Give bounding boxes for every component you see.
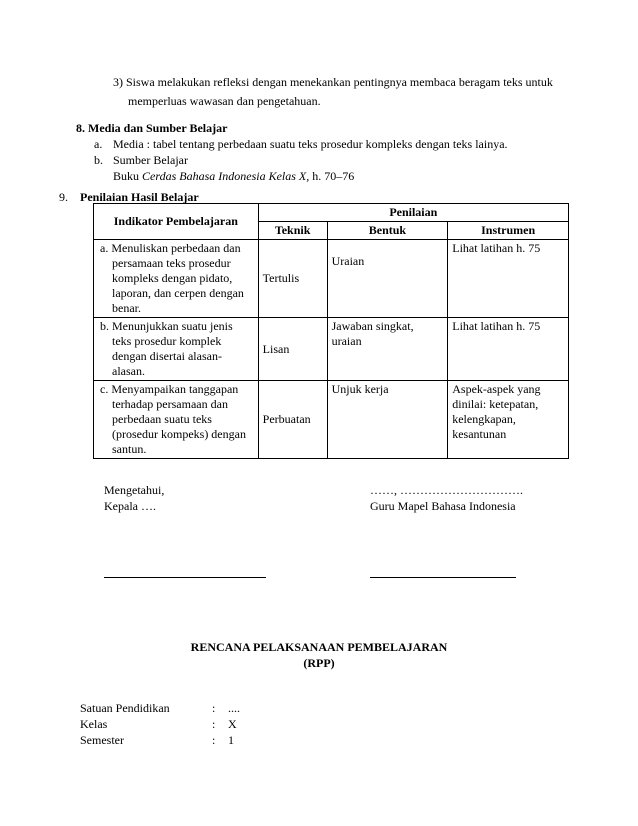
row-instrumen: Aspek-aspek yang dinilai: ketepatan, kelengkapan, kesantunan — [448, 381, 569, 459]
table-row — [94, 318, 569, 381]
field-separator: : — [212, 733, 216, 747]
rpp-title: RENCANA PELAKSANAAN PEMBELAJARAN — [190, 640, 448, 654]
row-teknik: Lisan — [258, 318, 327, 381]
row-indikator: a. Menuliskan perbedaan dan persamaan teks prosedur kompleks dengan pidato, laporan, dan cerpen dengan benar. — [94, 240, 259, 318]
table-header-row — [94, 204, 569, 222]
row-bentuk: Uraian — [327, 240, 448, 318]
row-bentuk: Unjuk kerja — [327, 381, 448, 459]
signature-line-right — [370, 577, 516, 578]
table-row — [94, 240, 569, 318]
row-teknik: Tertulis — [258, 240, 327, 318]
section9-heading: Penilaian Hasil Belajar — [80, 190, 199, 204]
row-instrumen: Lihat latihan h. 75 — [448, 318, 569, 381]
section8-b-text: Sumber Belajar — [113, 153, 188, 167]
header-bentuk: Bentuk — [327, 222, 448, 240]
book-pages: h. 70–76 — [309, 169, 355, 183]
section8-b-label: b. — [94, 153, 103, 167]
header-penilaian: Penilaian — [258, 204, 568, 222]
header-instrumen: Instrumen — [448, 222, 569, 240]
row-indikator: b. Menunjukkan suatu jenis teks prosedur komplek dengan disertai alasan-alasan. — [94, 318, 259, 381]
signature-right-line2: Guru Mapel Bahasa Indonesia — [370, 499, 516, 513]
field-label: Satuan Pendidikan — [80, 701, 170, 715]
book-reference — [113, 169, 354, 184]
row-instrumen: Lihat latihan h. 75 — [448, 240, 569, 318]
signature-line-left — [104, 577, 266, 578]
section8-a-label: a. — [94, 137, 103, 151]
signature-left-line1: Mengetahui, — [104, 483, 165, 497]
field-separator: : — [212, 701, 216, 715]
book-title: Cerdas Bahasa Indonesia Kelas X, — [142, 169, 310, 183]
field-value: .... — [228, 701, 240, 715]
step3-line1: 3) Siswa melakukan refleksi dengan menekankan pentingnya membaca beragam teks untuk — [113, 75, 553, 89]
field-label: Kelas — [80, 717, 108, 731]
row-indikator: c. Menyampaikan tanggapan terhadap persamaan dan perbedaan suatu teks (prosedur kompeks) dengan santun. — [94, 381, 259, 459]
step3-line2: memperluas wawasan dan pengetahuan. — [128, 94, 321, 108]
section9-number: 9. — [59, 190, 68, 204]
header-indikator: Indikator Pembelajaran — [94, 204, 259, 240]
row-bentuk: Jawaban singkat, uraian — [327, 318, 448, 381]
field-value: 1 — [228, 733, 234, 747]
rpp-subtitle: (RPP) — [303, 656, 335, 670]
field-separator: : — [212, 717, 216, 731]
assessment-table — [93, 203, 569, 459]
header-teknik: Teknik — [258, 222, 327, 240]
row-teknik: Perbuatan — [258, 381, 327, 459]
field-value: X — [228, 717, 237, 731]
signature-left-line2: Kepala …. — [104, 499, 156, 513]
book-prefix: Buku — [113, 169, 143, 183]
section8-heading: 8. Media dan Sumber Belajar — [76, 121, 228, 135]
table-row — [94, 381, 569, 459]
field-label: Semester — [80, 733, 124, 747]
section8-a-text: Media : tabel tentang perbedaan suatu teks prosedur kompleks dengan teks lainya. — [113, 137, 508, 151]
signature-right-line1: ……, …………………………. — [370, 483, 523, 497]
